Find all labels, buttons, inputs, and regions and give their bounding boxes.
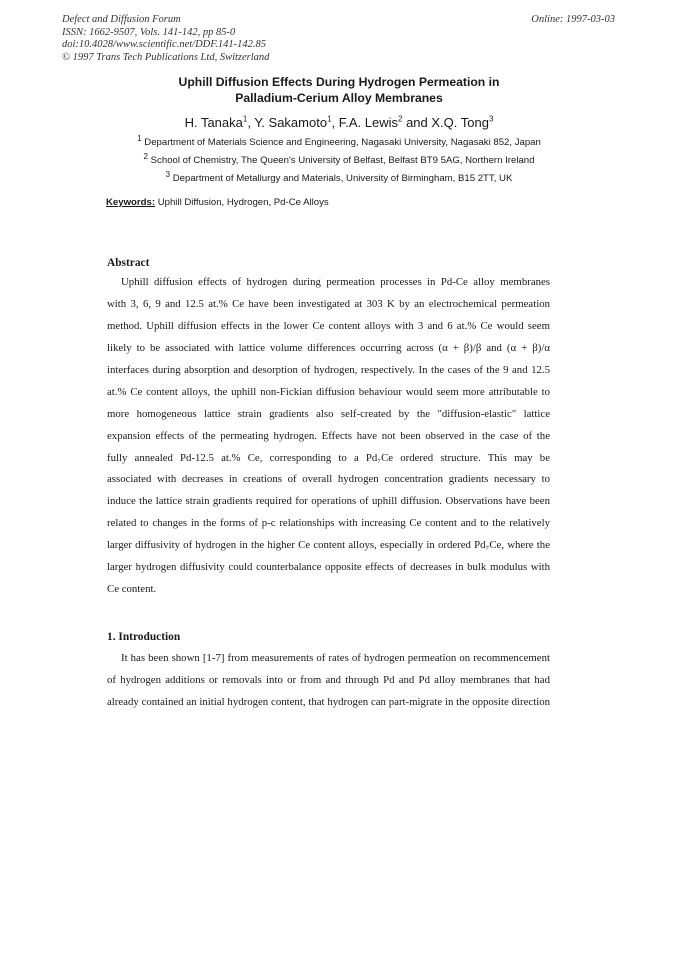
title-line: Uphill Diffusion Effects During Hydrogen Permeation in <box>178 75 500 89</box>
introduction-body <box>107 648 550 714</box>
journal-header <box>62 14 269 64</box>
online-date: Online: 1997-03-03 <box>531 14 615 25</box>
keywords-label: Keywords: <box>106 197 156 208</box>
abstract-line: larger diffusivity of hydrogen in the higher Ce content alloys, especially in ordered Pd₇Ce, where the <box>107 539 550 552</box>
abstract-line: Uphill diffusion effects of hydrogen during permeation processes in Pd-Ce alloy membranes <box>121 276 550 288</box>
abstract-line: associated with decreases in creations of overall hydrogen concentration gradients necessary to <box>107 473 550 486</box>
affiliation-2 <box>0 151 678 167</box>
author-name: H. Tanaka <box>184 115 243 130</box>
issn-line: ISSN: 1662-9507, Vols. 141-142, pp 85-0 <box>62 26 236 38</box>
author-separator: and <box>402 115 432 130</box>
author-affiliation-mark: 1 <box>242 114 248 124</box>
introduction-line: already contained an initial hydrogen content, that hydrogen can part-migrate in the opposite direction <box>107 695 550 708</box>
abstract-line: related to changes in the forms of p-c relationships with increasing Ce content and to the relatively <box>107 517 550 530</box>
abstract-line: method. Uphill diffusion effects in the lower Ce content alloys with 3 and 6 at.% Ce would seem <box>107 319 550 332</box>
abstract-line: with 3, 6, 9 and 12.5 at.% Ce have been investigated at 303 K by an electrochemical permeation <box>107 297 550 310</box>
author-name: F.A. Lewis <box>338 115 399 130</box>
abstract-body <box>107 272 550 601</box>
introduction-line: of hydrogen additions or removals into or from and through Pd and Pd alloy membranes that had <box>107 673 550 686</box>
affiliation-1 <box>0 133 678 149</box>
abstract-line: more homogeneous lattice strain gradients also self-created by the "diffusion-elastic" lattice <box>107 407 550 420</box>
abstract-line: induce the lattice strain gradients required for operations of uphill diffusion. Observations have been <box>107 495 550 508</box>
affiliation-number: 2 <box>143 151 148 161</box>
author-name: Y. Sakamoto <box>254 115 328 130</box>
abstract-line: fully annealed Pd-12.5 at.% Ce, corresponding to a Pd₇Ce ordered structure. This may be <box>107 451 550 464</box>
author-name: X.Q. Tong <box>431 115 489 130</box>
author-affiliation-mark: 2 <box>398 114 403 124</box>
author-list <box>0 115 678 131</box>
author-affiliation-mark: 3 <box>488 114 494 124</box>
copyright-line: © 1997 Trans Tech Publications Ltd, Switzerland <box>62 51 270 63</box>
abstract-line: likely to be associated with lattice volume differences occurring across (α + β)/β and (α + β)/α <box>107 341 550 354</box>
abstract-line: Ce content. <box>107 583 157 596</box>
introduction-line: It has been shown [1-7] from measurements of rates of hydrogen permeation on recommencement <box>121 652 550 664</box>
doi-line: doi:10.4028/www.scientific.net/DDF.141-142.85 <box>62 39 267 50</box>
abstract-line: expansion effects of the permeating hydrogen. Effects have not been observed in the case of the <box>107 429 550 442</box>
abstract-line: interfaces during absorption and desorption of hydrogen, respectively. In the cases of the 9 and 12.5 <box>107 363 550 376</box>
introduction-heading: 1. Introduction <box>107 631 181 643</box>
title-line: Palladium-Cerium Alloy Membranes <box>235 91 443 105</box>
keywords-text: Uphill Diffusion, Hydrogen, Pd-Ce Alloys <box>155 197 329 208</box>
affiliation-text: Department of Metallurgy and Materials, University of Birmingham, B15 2TT, UK <box>172 173 513 184</box>
affiliation-number: 1 <box>137 133 142 143</box>
abstract-heading: Abstract <box>107 257 150 269</box>
affiliation-number: 3 <box>165 169 171 179</box>
author-separator: , <box>331 115 339 130</box>
author-affiliation-mark: 1 <box>327 114 332 124</box>
journal-name: Defect and Diffusion Forum <box>62 14 181 25</box>
affiliation-text: Department of Materials Science and Engineering, Nagasaki University, Nagasaki 852, Japan <box>144 137 541 148</box>
affiliation-text: School of Chemistry, The Queen's University of Belfast, Belfast BT9 5AG, Northern Ireland <box>150 155 535 166</box>
paper-title <box>0 74 678 106</box>
abstract-line: at.% Ce content alloys, the uphill non-Fickian diffusion behaviour would seem more attributable to <box>107 385 550 398</box>
author-separator: , <box>247 115 255 130</box>
abstract-line: larger hydrogen diffusivity could counterbalance opposite effects of decreases in bulk modulus with <box>107 561 550 574</box>
keywords-line <box>106 197 329 209</box>
affiliation-3 <box>0 169 678 185</box>
